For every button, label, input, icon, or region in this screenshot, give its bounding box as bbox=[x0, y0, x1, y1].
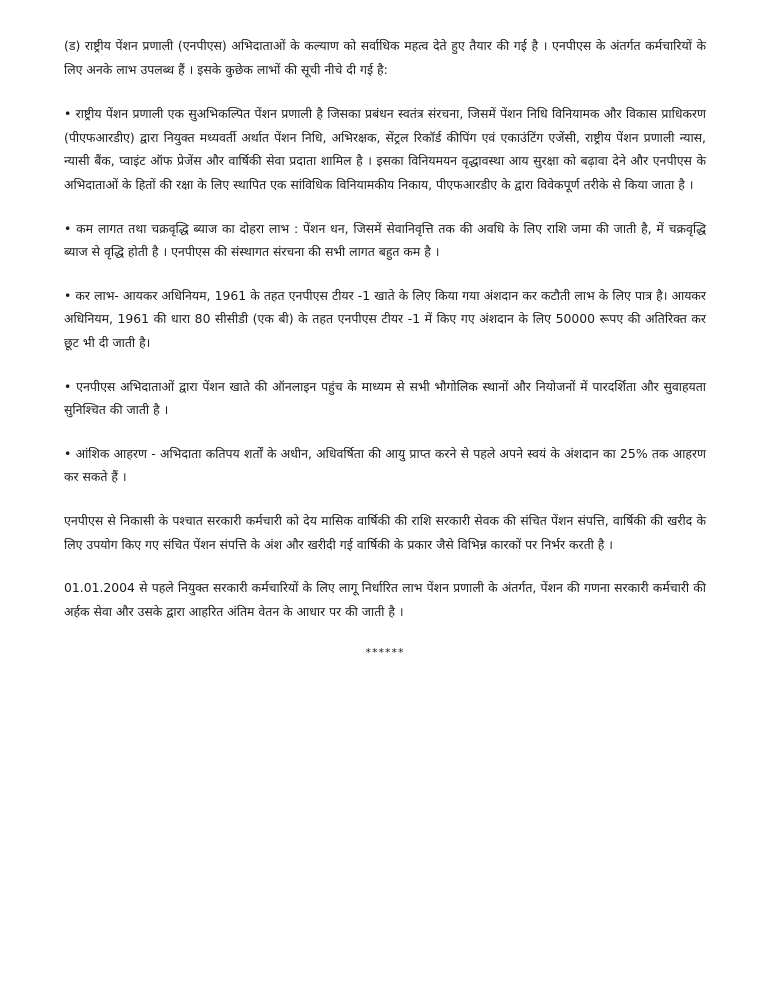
bullet-tax-benefit: • कर लाभ- आयकर अधिनियम, 1961 के तहत एनपीएस टीयर -1 खाते के लिए किया गया अंशदान कर कटौती लाभ के लिए पात्र है। आयकर अधिनियम, 1961 की धारा 80 सीसीडी (एक बी) के तहत एनपीएस टीयर -1 में किए गए अंशदान के लिए 50000 रूपए की अतिरिक्त कर छूट भी दी जाती है। bbox=[64, 287, 706, 350]
exit-annuity-paragraph: एनपीएस से निकासी के पश्चात सरकारी कर्मचारी को देय मासिक वार्षिकी की राशि सरकारी सेवक की संचित पेंशन संपत्ति, वार्षिकी की खरीद के लिए उपयोग किए गए संचित पेंशन संपत्ति के अंश और खरीदी गई वार्षिकी के प्रकार जैसे विभिन्न कारकों पर निर्भर करती है । bbox=[64, 512, 706, 552]
end-separator: ****** bbox=[365, 646, 405, 660]
bullet-low-cost-compound-interest: • कम लागत तथा चक्रवृद्धि ब्याज का दोहरा लाभ : पेंशन धन, जिसमें सेवानिवृत्ति तक की अवधि के लिए राशि जमा की जाती है, में चक्रवृद्धि ब्याज से वृद्धि होती है । एनपीएस की संस्थागत संरचना की सभी लागत बहुत कम है । bbox=[64, 220, 706, 260]
intro-paragraph: (ड) राष्ट्रीय पेंशन प्रणाली (एनपीएस) अभिदाताओं के कल्याण को सर्वाधिक महत्व देते हुए तैयार की गई है । एनपीएस के अंतर्गत कर्मचारियों के लिए अनके लाभ उपलब्ध हैं । इसके कुछेक लाभों की सूची नीचे दी गई है: bbox=[64, 38, 706, 77]
old-pension-scheme-paragraph: 01.01.2004 से पहले नियुक्त सरकारी कर्मचारियों के लिए लागू निर्धारित लाभ पेंशन प्रणाली के अंतर्गत, पेंशन की गणना सरकारी कर्मचारी की अर्हक सेवा और उसके द्वारा आहरित अंतिम वेतन के आधार पर की जाती है । bbox=[64, 580, 706, 619]
bullet-partial-withdrawal: • आंशिक आहरण - अभिदाता कतिपय शर्तों के अधीन, अधिवर्षिता की आयु प्राप्त करने से पहले अपने स्वयं के अंशदान का 25% तक आहरण कर सकते हैं । bbox=[64, 445, 706, 485]
bullet-nps-structure: • राष्ट्रीय पेंशन प्रणाली एक सुअभिकल्पित पेंशन प्रणाली है जिसका प्रबंधन स्वतंत्र संरचना, जिसमें पेंशन निधि विनियामक और विकास प्राधिकरण (पीएफआरडीए) द्वारा नियुक्त मध्यवर्ती अर्थात पेंशन निधि, अभिरक्षक, सेंट्रल रिकॉर्ड कीपिंग एवं एकाउंटिंग एजेंसी, राष्ट्रीय पेंशन प्रणाली न्यास, न्यासी बैंक, प्वाइंट ऑफ प्रेजेंस और वार्षिकी सेवा प्रदाता शामिल है । इसका विनियमयन वृद्धावस्था आय सुरक्षा को बढ़ावा देने और एनपीएस के अभिदाताओं के हितों की रक्षा के लिए स्थापित एक सांविधिक विनियामकीय निकाय, पीएफआरडीए के द्वारा विवेकपूर्ण तरीके से किया जाता है । bbox=[64, 106, 706, 192]
document-page bbox=[64, 34, 706, 665]
bullet-online-access: • एनपीएस अभिदाताओं द्वारा पेंशन खाते की ऑनलाइन पहुंच के माध्यम से सभी भौगोलिक स्थानों और नियोजनों में पारदर्शिता और सुवाहयता सुनिश्चित की जाती है । bbox=[64, 378, 706, 418]
